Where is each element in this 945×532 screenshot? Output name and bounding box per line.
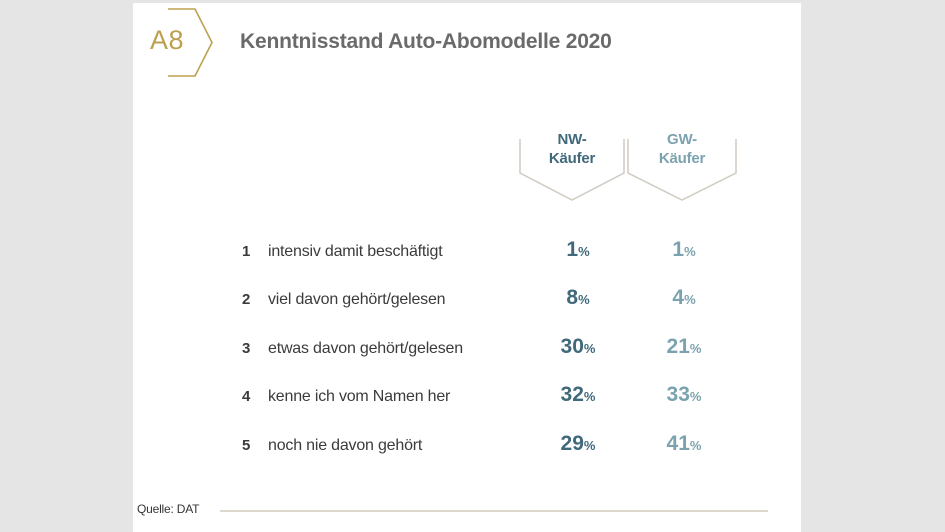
value-gw: 4% xyxy=(672,286,696,309)
value-gw: 33% xyxy=(666,383,702,406)
percent-sign: % xyxy=(684,292,696,307)
percent-sign: % xyxy=(583,341,596,356)
percent-sign: % xyxy=(689,341,702,356)
column-header-nw-line2: Käufer xyxy=(548,150,596,167)
percent-sign: % xyxy=(583,438,596,453)
percent-sign: % xyxy=(578,292,590,307)
table-row xyxy=(133,334,801,362)
row-number: 1 xyxy=(242,243,251,260)
value-nw: 29% xyxy=(560,432,596,455)
table-row xyxy=(133,382,801,410)
value-nw: 32% xyxy=(560,383,596,406)
row-label: noch nie davon gehört xyxy=(268,437,423,454)
value-gw: 1% xyxy=(672,238,696,261)
table-row xyxy=(133,285,801,313)
figure-badge xyxy=(143,3,233,83)
value-gw: 41% xyxy=(666,432,702,455)
column-header-gw xyxy=(627,130,737,168)
percent-sign: % xyxy=(578,244,590,259)
percent-sign: % xyxy=(689,389,702,404)
value-nw: 1% xyxy=(566,238,590,261)
value-nw: 8% xyxy=(566,286,590,309)
column-header-gw-line2: Käufer xyxy=(658,150,706,167)
percent-sign: % xyxy=(684,244,696,259)
row-label: viel davon gehört/gelesen xyxy=(268,291,446,308)
row-label: intensiv damit beschäftigt xyxy=(268,243,443,260)
row-label: etwas davon gehört/gelesen xyxy=(268,340,463,357)
row-number: 4 xyxy=(242,388,251,405)
row-number: 5 xyxy=(242,437,251,454)
table-row xyxy=(133,431,801,459)
report-card xyxy=(133,3,801,532)
value-gw: 21% xyxy=(666,335,702,358)
column-header-nw xyxy=(517,130,627,168)
row-number: 2 xyxy=(242,291,251,308)
table-row xyxy=(133,237,801,265)
row-number: 3 xyxy=(242,340,251,357)
percent-sign: % xyxy=(689,438,702,453)
source-label: Quelle: DAT xyxy=(137,502,200,516)
page-title: Kenntnisstand Auto-Abomodelle 2020 xyxy=(240,30,612,53)
row-label: kenne ich vom Namen her xyxy=(268,388,451,405)
percent-sign: % xyxy=(583,389,596,404)
figure-number: A8 xyxy=(150,25,185,55)
value-nw: 30% xyxy=(560,335,596,358)
footer-divider xyxy=(220,510,768,512)
column-header-nw-line1: NW- xyxy=(557,131,587,148)
column-header-gw-line1: GW- xyxy=(667,131,697,148)
